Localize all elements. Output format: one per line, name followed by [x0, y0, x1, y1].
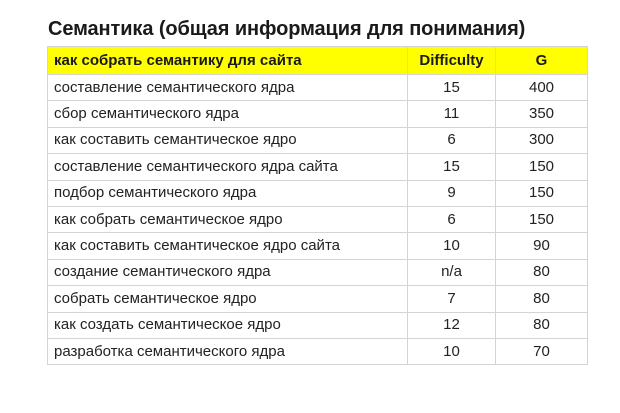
- header-g: G: [496, 47, 588, 75]
- table-row: [48, 206, 588, 232]
- table-row: [48, 312, 588, 338]
- row-keyword: составление семантического ядра сайта: [48, 154, 408, 180]
- row-difficulty: 10: [408, 338, 496, 364]
- row-difficulty: 15: [408, 75, 496, 101]
- row-keyword: сбор семантического ядра: [48, 101, 408, 127]
- table-row: [48, 127, 588, 153]
- row-difficulty: 12: [408, 312, 496, 338]
- table-row: [48, 338, 588, 364]
- row-g: 350: [496, 101, 588, 127]
- table-row: [48, 75, 588, 101]
- keyword-table: [47, 46, 588, 365]
- header-difficulty: Difficulty: [408, 47, 496, 75]
- row-keyword: собрать семантическое ядро: [48, 286, 408, 312]
- table-row: [48, 154, 588, 180]
- row-difficulty: 10: [408, 233, 496, 259]
- table-row: [48, 286, 588, 312]
- table-row: [48, 233, 588, 259]
- row-difficulty: 6: [408, 127, 496, 153]
- row-keyword: подбор семантического ядра: [48, 180, 408, 206]
- row-g: 300: [496, 127, 588, 153]
- row-keyword: разработка семантического ядра: [48, 338, 408, 364]
- row-keyword: составление семантического ядра: [48, 75, 408, 101]
- header-keyword: как собрать семантику для сайта: [48, 47, 408, 75]
- table-header-row: [48, 47, 588, 75]
- row-keyword: как создать семантическое ядро: [48, 312, 408, 338]
- row-g: 150: [496, 180, 588, 206]
- row-difficulty: n/a: [408, 259, 496, 285]
- table-row: [48, 101, 588, 127]
- row-g: 150: [496, 206, 588, 232]
- row-difficulty: 7: [408, 286, 496, 312]
- row-g: 400: [496, 75, 588, 101]
- row-difficulty: 6: [408, 206, 496, 232]
- row-keyword: как составить семантическое ядро сайта: [48, 233, 408, 259]
- row-difficulty: 11: [408, 101, 496, 127]
- row-difficulty: 15: [408, 154, 496, 180]
- row-g: 90: [496, 233, 588, 259]
- row-g: 80: [496, 259, 588, 285]
- row-keyword: как собрать семантическое ядро: [48, 206, 408, 232]
- row-g: 80: [496, 312, 588, 338]
- row-keyword: как составить семантическое ядро: [48, 127, 408, 153]
- row-g: 70: [496, 338, 588, 364]
- row-keyword: создание семантического ядра: [48, 259, 408, 285]
- row-g: 80: [496, 286, 588, 312]
- row-g: 150: [496, 154, 588, 180]
- page-title: Семантика (общая информация для понимания): [48, 18, 526, 40]
- row-difficulty: 9: [408, 180, 496, 206]
- table-row: [48, 180, 588, 206]
- table-row: [48, 259, 588, 285]
